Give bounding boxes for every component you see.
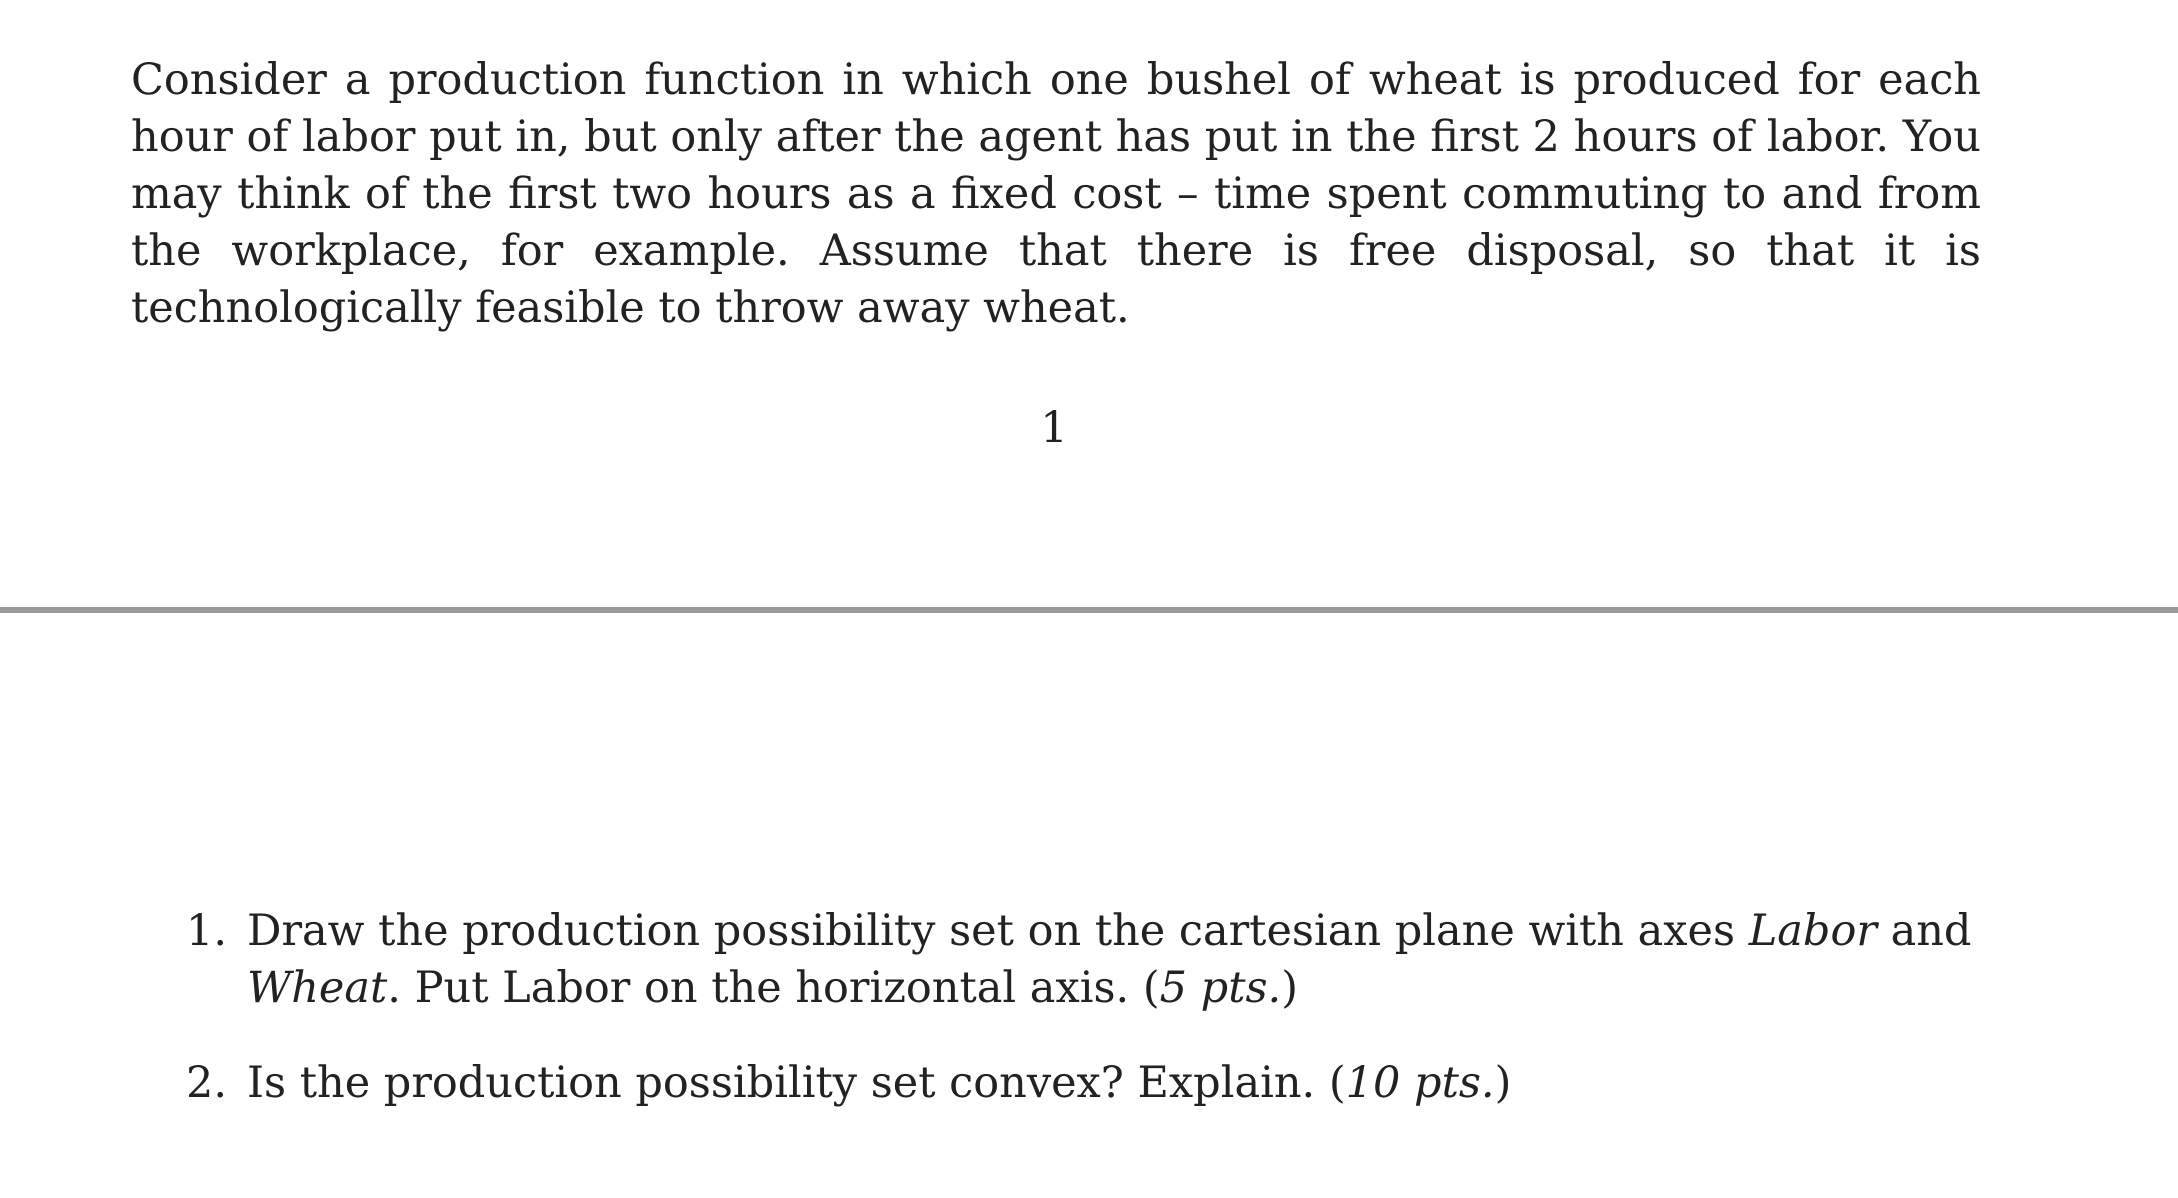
question-2 (186, 1055, 1986, 1112)
page-divider (0, 607, 2178, 613)
question-number: 1. (186, 906, 228, 956)
points-label: (10 pts.) (1328, 1058, 1512, 1108)
question-list (186, 903, 1986, 1112)
question-1 (186, 903, 1986, 1017)
points-label: (5 pts.) (1142, 963, 1298, 1013)
axis-name-wheat: Wheat (247, 963, 388, 1013)
intro-paragraph: Consider a production function in which one bushel of wheat is produced for each hour of labor put in, but only after the agent has put in the first 2 hours of labor. You may think of the first two hours as a fixed cost – time spent commuting to and from the workplace, for example. Assume that there is free disposal, so that it is technologically feasible to throw away wheat. (131, 55, 1981, 333)
axis-name-labor: Labor (1748, 906, 1877, 956)
question-number: 2. (186, 1058, 228, 1108)
page-number: 1 (1040, 403, 1068, 453)
question-text: Is the production possibility set convex? Explain. (10 pts.) (247, 1058, 1512, 1108)
question-text: Draw the production possibility set on the cartesian plane with axes Labor and Wheat. Put Labor on the horizontal axis. (5 pts.) (247, 906, 1972, 1013)
